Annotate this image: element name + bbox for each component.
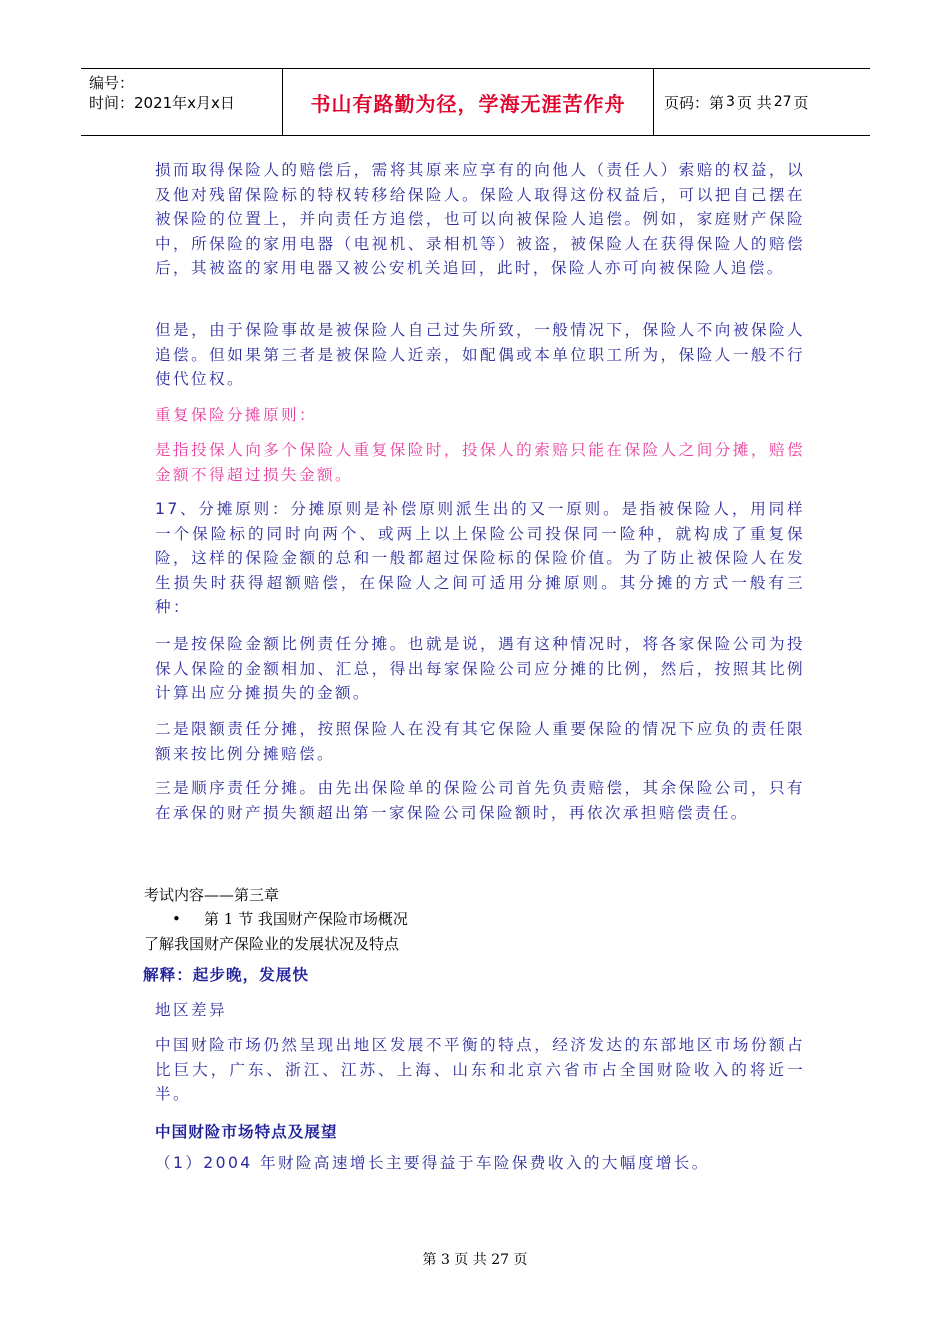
number-label: 编号： — [89, 74, 135, 92]
time-label: 时间：2021年x月x日 — [89, 94, 235, 112]
header-page-cell — [654, 69, 870, 135]
heading-duplicate-insurance: 重复保险分摊原则： — [155, 406, 317, 424]
page-prefix: 页码：第 — [664, 93, 725, 112]
header-motto-cell — [283, 69, 654, 135]
paragraph-regional-imbalance: 中国财险市场仍然呈现出地区发展不平衡的特点，经济发达的东部地区市场份额占比巨大，广东、浙江、江苏、上海、山东和北京六省市占全国财险收入的将近一半。 — [155, 1036, 805, 1103]
explain-line: 解释：起步晚，发展快 — [143, 966, 309, 984]
paragraph-method-one: 一是按保险金额比例责任分摊。也就是说，遇有这种情况时，将各家保险公司为投保人保险的金额相加、汇总，得出每家保险公司应分摊的比例，然后，按照其比例计算出应分摊损失的金额。 — [155, 635, 805, 702]
section-bullet: • — [172, 910, 181, 928]
header-left-cell — [81, 69, 283, 135]
paragraph-method-two: 二是限额责任分摊，按照保险人在没有其它保险人重要保险的情况下应负的责任限额来按比例分摊赔偿。 — [155, 720, 805, 763]
paragraph-subrogation: 损而取得保险人的赔偿后，需将其原来应享有的向他人（责任人）索赔的权益，以及他对残留保险标的特权转移给保险人。保险人取得这份权益后，可以把自己摆在被保险的位置上，并向责任方追偿，也可以向被保险人追偿。例如，家庭财产保险中，所保险的家用电器（电视机、录相机等）被盗，被保险人在获得保险人的赔偿后，其被盗的家用电器又被公安机关追回，此时，保险人亦可向被保险人追偿。 — [155, 161, 805, 277]
paragraph-growth: （1）2004 年财险高速增长主要得益于车险保费收入的大幅度增长。 — [155, 1154, 710, 1172]
paragraph-method-three: 三是顺序责任分摊。由先出保险单的保险公司首先负责赔偿，其余保险公司，只有在承保的财产损失额超出第一家保险公司保险额时，再依次承担赔偿责任。 — [155, 779, 805, 822]
page-footer: 第 3 页 共 27 页 — [422, 1252, 528, 1268]
page-number: 3 — [726, 94, 735, 110]
market-feature-heading: 中国财险市场特点及展望 — [155, 1123, 338, 1141]
paragraph-apportion-principle: 17、分摊原则：分摊原则是补偿原则派生出的又一原则。是指被保险人，用同样一个保险标的同时向两个、或两上以上保险公司投保同一险种，就构成了重复保险，这样的保险金额的总和一般都超过保险标的保险价值。为了防止被保险人在发生损失时获得超额赔偿，在保险人之间可适用分摊原则。其分摊的方式一般有三种： — [155, 500, 805, 616]
section-title: 第 1 节 我国财产保险市场概况 — [204, 910, 408, 928]
paragraph-exception: 但是，由于保险事故是被保险人自己过失所致，一般情况下，保险人不向被保险人追偿。但如果第三者是被保险人近亲，如配偶或本单位职工所为，保险人一般不行使代位权。 — [155, 321, 805, 388]
page-suffix: 页 — [793, 93, 809, 112]
page-mid: 页 共 — [736, 93, 772, 112]
exam-content-heading: 考试内容——第三章 — [144, 886, 280, 904]
header-table — [81, 68, 870, 136]
understand-line: 了解我国财产保险业的发展状况及特点 — [144, 935, 400, 953]
region-heading: 地区差异 — [155, 1001, 227, 1019]
page-total: 27 — [773, 94, 792, 110]
motto: 书山有路勤为径，学海无涯苦作舟 — [310, 91, 626, 116]
paragraph-duplicate-definition: 是指投保人向多个保险人重复保险时，投保人的索赔只能在保险人之间分摊，赔偿金额不得超过损失金额。 — [155, 441, 805, 484]
